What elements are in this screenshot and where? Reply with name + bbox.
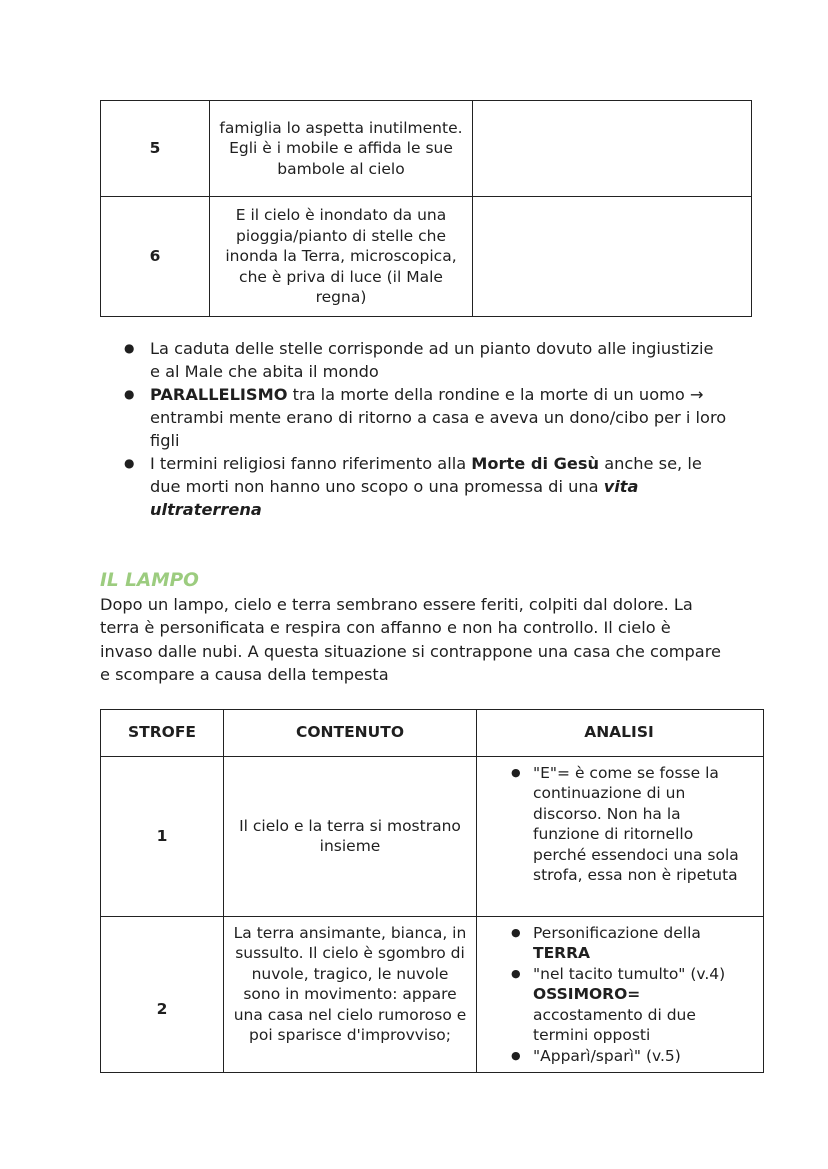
bullet-icon: ● [124,340,135,355]
strofe-table-continued [100,100,752,317]
analisi-cell [473,197,752,317]
strofa-number: 2 [101,916,224,1073]
analisi-list [485,763,753,886]
analisi-list [485,923,753,1067]
section-paragraph: Dopo un lampo, cielo e terra sembrano essere feriti, colpiti dal dolore. La terra è personificata e respira con affanno e non ha controllo. Il cielo è invaso dalle nubi. A questa situazione si contrappone una casa che compare e scompare a causa della tempesta [100,594,721,684]
strofa-number: 6 [101,197,210,317]
list-item: ● "Apparì/sparì" (v.5) [511,1046,681,1065]
keyword: PARALLELISMO [150,384,288,404]
column-header: STROFE [101,709,224,756]
analisi-cell [477,756,764,916]
contenuto-cell: E il cielo è inondato da una pioggia/pianto di stelle che inonda la Terra, microscopica, che è priva di luce (il Male regna) [210,197,473,317]
table-header-row [101,709,764,756]
list-item: ● PARALLELISMO tra la morte della rondine e la morte di un uomo → entrambi mente erano di ritorno a casa e aveva un dono/cibo per i loro figli [124,384,727,450]
list-item: ● La caduta delle stelle corrisponde ad un pianto dovuto alle ingiustizie e al Male che abita il mondo [124,338,714,381]
document-page [100,100,739,1073]
bullet-icon: ● [511,925,521,939]
strofa-number: 1 [101,756,224,916]
analisi-cell [477,916,764,1073]
notes-list [100,337,728,521]
bullet-icon: ● [124,455,135,470]
table-row [101,101,752,197]
list-item: ● "E"= è come se fosse la continuazione di un discorso. Non ha la funzione di ritornello perché essendoci una sola strofa, essa non è ripetuta [511,763,739,884]
column-header: ANALISI [477,709,764,756]
table-row [101,916,764,1073]
table-row [101,756,764,916]
list-item: ● Personificazione della TERRA [511,923,701,962]
keyword: Morte di Gesù [471,453,600,473]
contenuto-cell: La terra ansimante, bianca, in sussulto. Il cielo è sgombro di nuvole, tragico, le nuvole sono in movimento: appare una casa nel cielo rumoroso e poi sparisce d'improvviso; [224,916,477,1073]
list-item: ● "nel tacito tumulto" (v.4) OSSIMORO= accostamento di due termini opposti [511,964,726,1044]
contenuto-cell: famiglia lo aspetta inutilmente. Egli è i mobile e affida le sue bambole al cielo [210,101,473,197]
strofa-number: 5 [101,101,210,197]
analisi-cell [473,101,752,197]
keyword: TERRA [533,944,591,962]
bullet-icon: ● [511,966,521,980]
bullet-icon: ● [511,1048,521,1062]
bullet-icon: ● [124,386,135,401]
contenuto-cell: Il cielo e la terra si mostrano insieme [224,756,477,916]
keyword: OSSIMORO= [533,985,641,1003]
list-item: ● I termini religiosi fanno riferimento alla Morte di Gesù anche se, le due morti non hanno uno scopo o una promessa di una vita ultraterrena [124,453,702,519]
keyword-emphasis: vita ultraterrena [150,476,639,519]
section-title: IL LAMPO [100,569,199,591]
bullet-icon: ● [511,765,521,779]
column-header: CONTENUTO [224,709,477,756]
lampo-table [100,709,764,1074]
table-row [101,197,752,317]
